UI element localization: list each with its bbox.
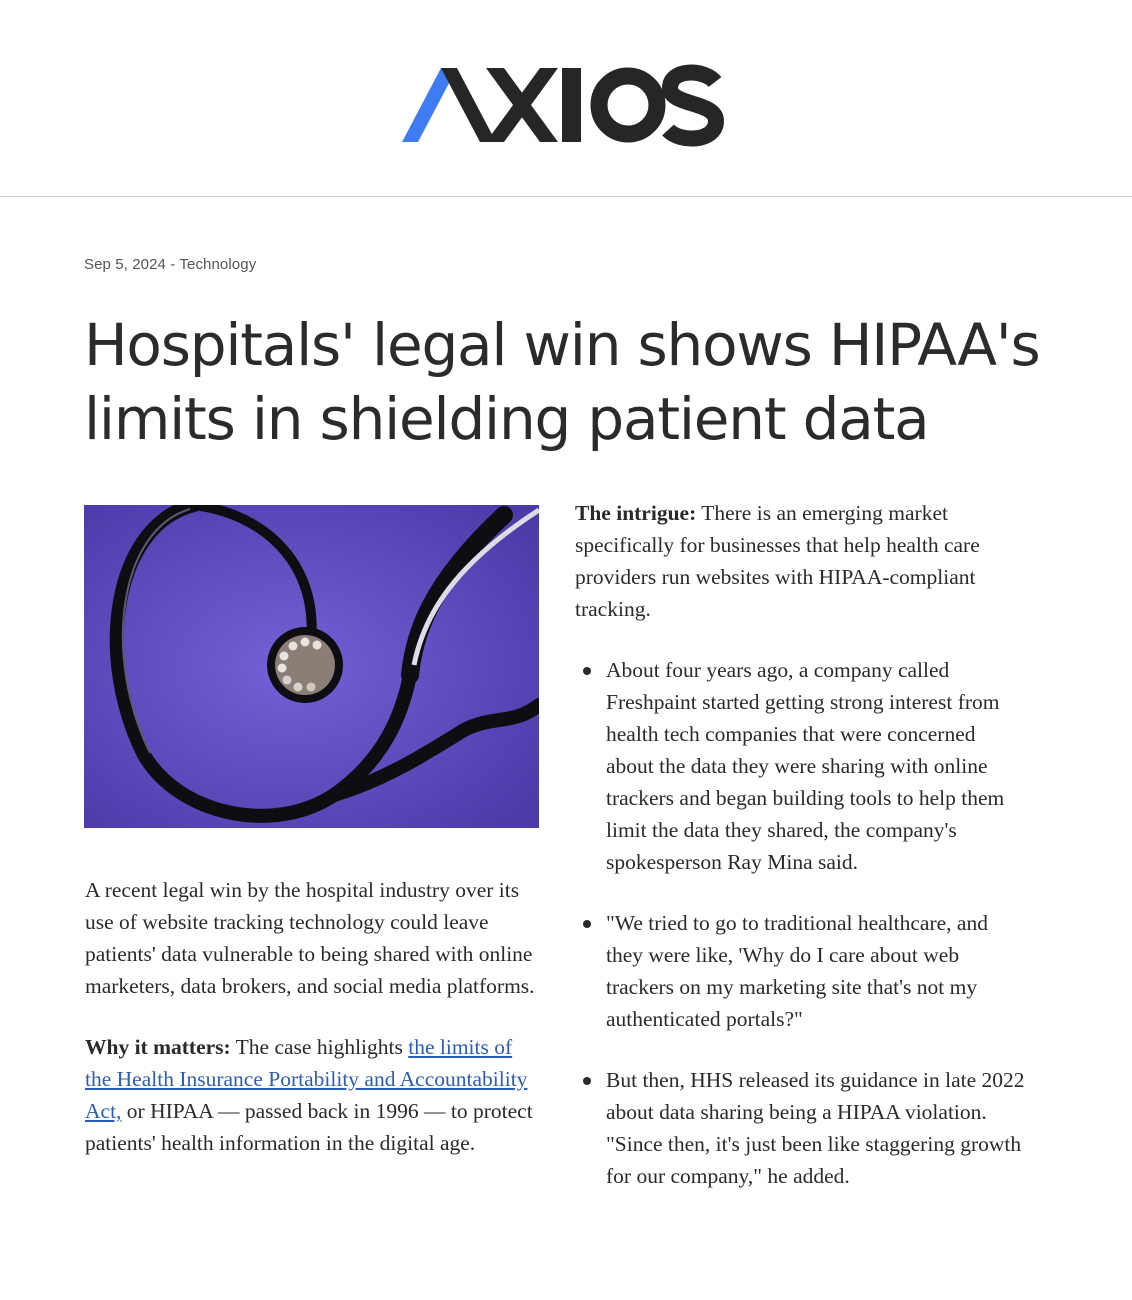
chestpiece-dot <box>280 652 289 661</box>
bullet-dot <box>583 1077 591 1085</box>
logo-i <box>562 68 581 142</box>
article-column-right <box>575 497 1025 1221</box>
publish-date: Sep 5, 2024 <box>84 256 167 273</box>
chestpiece-dot <box>313 641 322 650</box>
chestpiece-dot <box>294 683 303 692</box>
list-item <box>575 654 1025 878</box>
why-text-after: or HIPAA — passed back in 1996 — to protect patients' health information in the digital age. <box>85 1099 533 1155</box>
list-item <box>575 907 1025 1035</box>
chestpiece-dot <box>283 676 292 685</box>
why-text-before: The case highlights <box>230 1035 409 1059</box>
article-column-left <box>85 874 535 1159</box>
section-link[interactable]: Technology <box>179 256 257 273</box>
bullet-text: About four years ago, a company called Freshpaint started getting strong interest from health tech companies that were concerned about the data they were sharing with online trackers and began building tools to help them limit the data they shared, the company's spokesperson Ray Mina said. <box>606 658 1005 874</box>
intrigue-text: There is an emerging market specifically for businesses that help health care providers run websites with HIPAA-compliant tracking. <box>575 501 980 621</box>
chestpiece-dot <box>307 683 316 692</box>
dateline <box>84 256 256 273</box>
why-it-matters-label: Why it matters: <box>85 1035 231 1059</box>
intro-paragraph: A recent legal win by the hospital industry over its use of website tracking technology could leave patients' data vulnerable to being shared with online marketers, data brokers, and social media platforms. <box>85 878 535 998</box>
masthead <box>0 0 1132 197</box>
bullet-text: But then, HHS released its guidance in late 2022 about data sharing being a HIPAA violation. "Since then, it's just been like staggering growth for our company," he added. <box>606 1068 1025 1188</box>
why-it-matters-paragraph <box>85 1031 535 1159</box>
bullet-dot <box>583 920 591 928</box>
bullet-dot <box>583 667 591 675</box>
chestpiece-dot <box>278 664 287 673</box>
dateline-separator: - <box>170 256 176 273</box>
logo-a-stroke <box>441 68 496 142</box>
bullet-text: "We tried to go to traditional healthcare, and they were like, 'Why do I care about web trackers on my marketing site that's not my authenticated portals?" <box>606 911 988 1031</box>
article-headline: Hospitals' legal win shows HIPAA's limits in shielding patient data <box>84 311 1040 453</box>
hipaa-limits-link[interactable]: the limits of the Health Insurance Portability and Accountability Act, <box>85 1035 528 1123</box>
chestpiece-dot <box>301 638 310 647</box>
logo-o <box>599 76 657 134</box>
logo-s <box>668 73 716 139</box>
list-item <box>575 1064 1025 1192</box>
bullet-list <box>575 654 1025 1192</box>
intrigue-paragraph <box>575 497 1025 625</box>
intrigue-label: The intrigue: <box>575 501 697 525</box>
chestpiece-dot <box>289 642 298 651</box>
hero-image <box>84 505 539 828</box>
axios-logo[interactable] <box>400 58 730 154</box>
